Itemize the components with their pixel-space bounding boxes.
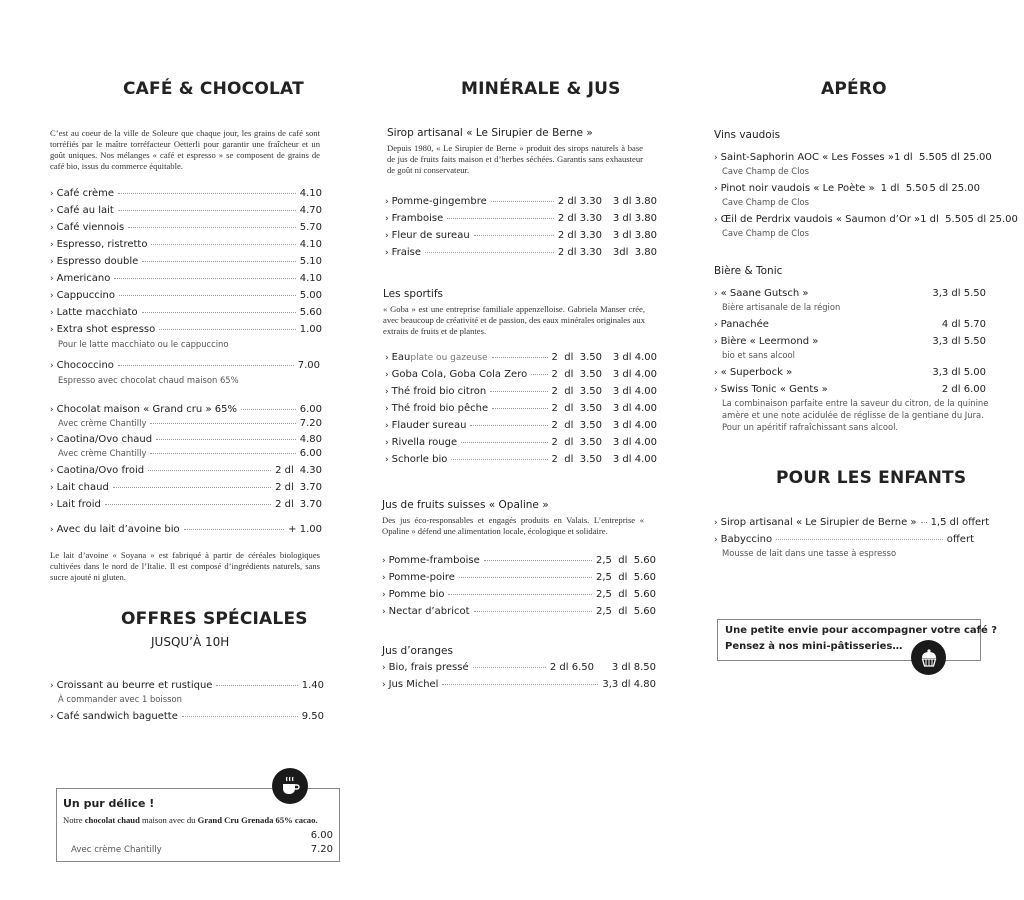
- box-text: Notre chocolat chaud maison avec du Grand Cru Grenada 65% cacao.: [63, 815, 318, 825]
- oat-milk-text: Le lait d’avoine « Soyana » est fabriqué à partir de céréales biologiques cultivées dans le nord de l’Italie. Il est composé d’ingrédients naturels, sans sucre ajouté ni gluten.: [50, 550, 320, 582]
- oranges-title: Jus d’oranges: [382, 645, 453, 657]
- list-item: › Café viennois 5.70: [50, 222, 322, 233]
- list-item: › Rivella rouge 2 dl 3.50 3 dl 4.00: [385, 437, 657, 448]
- list-item: › Chocolat maison « Grand cru » 65% 6.00: [50, 404, 322, 415]
- biere-title: Bière & Tonic: [714, 265, 783, 277]
- list-item: › Café sandwich baguette 9.50: [50, 711, 324, 722]
- minerale-jus-title: MINÉRALE & JUS: [461, 79, 621, 99]
- tonic-note-1: La combinaison parfaite entre la saveur du citron, de la quinine: [722, 398, 989, 408]
- sportifs-title: Les sportifs: [383, 288, 444, 300]
- sirop-list: [385, 196, 657, 268]
- cafe-intro: C’est au coeur de la ville de Soleure que chaque jour, les grains de café sont torréfiés par le maître torréfacteur Oetterli pour garantir une fraîcheur et un goût uniques. Nos mélanges « café et espresso » se composent de grains de café bio, issus du commerce équitable.: [50, 128, 320, 171]
- item-note: Espresso avec chocolat chaud maison 65%: [58, 375, 239, 385]
- list-item: › Croissant au beurre et rustique 1.40: [50, 680, 324, 691]
- box-price-2: 7.20: [310, 844, 333, 855]
- list-item: › Caotina/Ovo chaud 4.80: [50, 434, 322, 445]
- list-item: › Pomme-poire 2,5 dl 5.60: [382, 572, 656, 583]
- list-item: › Schorle bio 2 dl 3.50 3 dl 4.00: [385, 454, 657, 465]
- item-note: Mousse de lait dans une tasse à espresso: [722, 548, 897, 558]
- tonic-note-3: Pour un apéritif rafraîchissant sans alcool.: [722, 422, 899, 432]
- coffee-cup-icon: [272, 768, 308, 804]
- box-line-2: Avec crème Chantilly: [71, 845, 162, 855]
- item-note: Pour le latte macchiato ou le cappuccino: [58, 339, 229, 349]
- list-item: › Lait chaud 2 dl 3.70: [50, 482, 322, 493]
- vins-list: [714, 152, 1018, 242]
- list-item: › Swiss Tonic « Gents » 2 dl 6.00: [714, 384, 986, 395]
- enfants-list: [714, 517, 990, 567]
- sportifs-list: [385, 352, 657, 472]
- opaline-text: Des jus éco-responsables et engagés produits en Valais. L’entreprise « Opaline » défend une alimentation locale, écologique et solidaire.: [382, 515, 644, 536]
- list-item: › Eau plate ou gazeuse 2 dl 3.50 3 dl 4.00: [385, 352, 657, 363]
- list-item: › Espresso double 5.10: [50, 256, 322, 267]
- item-variant: Avec crème Chantilly 7.20: [58, 418, 322, 429]
- sirop-title: Sirop artisanal « Le Sirupier de Berne »: [387, 127, 593, 139]
- list-item: › Thé froid bio citron 2 dl 3.50 3 dl 4.00: [385, 386, 657, 397]
- list-item: › Panachée 4 dl 5.70: [714, 319, 986, 330]
- vins-title: Vins vaudois: [714, 129, 781, 141]
- promo-line-2: Pensez à nos mini-pâtisseries…: [725, 641, 903, 652]
- list-item: › Pinot noir vaudois « Le Poète » 1 dl 5.50 5 dl 25.00: [714, 183, 980, 194]
- list-item: › Fleur de sureau 2 dl 3.30 3 dl 3.80: [385, 230, 657, 241]
- list-item: › Lait froid 2 dl 3.70: [50, 499, 322, 510]
- list-item: › Nectar d’abricot 2,5 dl 5.60: [382, 606, 656, 617]
- offres-subtitle: JUSQU’À 10H: [151, 635, 230, 649]
- item-note: À commander avec 1 boisson: [58, 694, 182, 704]
- list-item: › Babyccino offert: [714, 534, 974, 545]
- list-item: › Espresso, ristretto 4.10: [50, 239, 322, 250]
- box-title: Un pur délice !: [63, 797, 155, 810]
- biere-list: [714, 288, 989, 438]
- list-item: › « Saane Gutsch » 3,3 dl 5.50: [714, 288, 986, 299]
- promo-line-1: Une petite envie pour accompagner votre café ?: [725, 625, 998, 636]
- list-item: › Chococcino 7.00: [50, 360, 320, 371]
- list-item: › « Superbock » 3,3 dl 5.00: [714, 367, 986, 378]
- item-note: bio et sans alcool: [722, 350, 795, 360]
- sportifs-text: « Goba » est une entreprise familiale appenzelloise. Gabriela Manser crée, avec beaucoup de créativité et de passion, des eaux minérales originales aux extraits de fruits et de plantes.: [383, 304, 646, 336]
- opaline-list: [382, 555, 656, 620]
- item-note: Cave Champ de Clos: [722, 197, 809, 207]
- list-item: › Avec du lait d’avoine bio + 1.00: [50, 524, 322, 535]
- list-item: › Œil de Perdrix vaudois « Saumon d’Or » 1 dl 5.50 5 dl 25.00: [714, 214, 1018, 225]
- list-item: › Bière « Leermond » 3,3 dl 5.50: [714, 336, 986, 347]
- sirop-text: Depuis 1980, « Le Sirupier de Berne » produit des sirops naturels à base de jus de fruits faits maison et d’herbes séchées. Garantis sans exhausteur de goût ni conservateur.: [387, 143, 643, 175]
- cafe-chocolat-title: CAFÉ & CHOCOLAT: [123, 79, 304, 99]
- offres-list: [50, 680, 324, 730]
- list-item: › Café au lait 4.70: [50, 205, 322, 216]
- list-item: › Flauder sureau 2 dl 3.50 3 dl 4.00: [385, 420, 657, 431]
- tonic-note-2: amère et une note acidulée de réglisse de la gentiane du Jura.: [722, 410, 984, 420]
- enfants-title: POUR LES ENFANTS: [776, 468, 967, 488]
- list-item: › Café crème 4.10: [50, 188, 322, 199]
- list-item: › Pomme-gingembre 2 dl 3.30 3 dl 3.80: [385, 196, 657, 207]
- item-variant: Avec crème Chantilly 6.00: [58, 448, 322, 459]
- list-item: › Extra shot espresso 1.00: [50, 324, 322, 335]
- oranges-list: [382, 662, 656, 696]
- list-item: › Caotina/Ovo froid 2 dl 4.30: [50, 465, 322, 476]
- apero-title: APÉRO: [821, 79, 887, 99]
- cafe-list: [50, 188, 322, 543]
- list-item: › Pomme-framboise 2,5 dl 5.60: [382, 555, 656, 566]
- list-item: › Bio, frais pressé 2 dl 6.50 3 dl 8.50: [382, 662, 656, 673]
- list-item: › Cappuccino 5.00: [50, 290, 322, 301]
- item-note: Cave Champ de Clos: [722, 228, 809, 238]
- list-item: › Jus Michel 3,3 dl 4.80: [382, 679, 656, 690]
- list-item: › Americano 4.10: [50, 273, 322, 284]
- list-item: › Thé froid bio pêche 2 dl 3.50 3 dl 4.00: [385, 403, 657, 414]
- list-item: › Latte macchiato 5.60: [50, 307, 322, 318]
- cupcake-icon: [911, 640, 946, 675]
- list-item: › Fraise 2 dl 3.30 3dl 3.80: [385, 247, 657, 258]
- item-note: Cave Champ de Clos: [722, 166, 809, 176]
- list-item: › Saint-Saphorin AOC « Les Fosses » 1 dl 5.50 5 dl 25.00: [714, 152, 992, 163]
- opaline-title: Jus de fruits suisses « Opaline »: [382, 499, 549, 511]
- list-item: › Sirop artisanal « Le Sirupier de Berne » 1,5 dl offert: [714, 517, 990, 528]
- box-price-1: 6.00: [310, 830, 333, 841]
- list-item: › Framboise 2 dl 3.30 3 dl 3.80: [385, 213, 657, 224]
- offres-title: OFFRES SPÉCIALES: [121, 609, 308, 629]
- list-item: › Goba Cola, Goba Cola Zero 2 dl 3.50 3 dl 4.00: [385, 369, 657, 380]
- item-note: Bière artisanale de la région: [722, 302, 841, 312]
- list-item: › Pomme bio 2,5 dl 5.60: [382, 589, 656, 600]
